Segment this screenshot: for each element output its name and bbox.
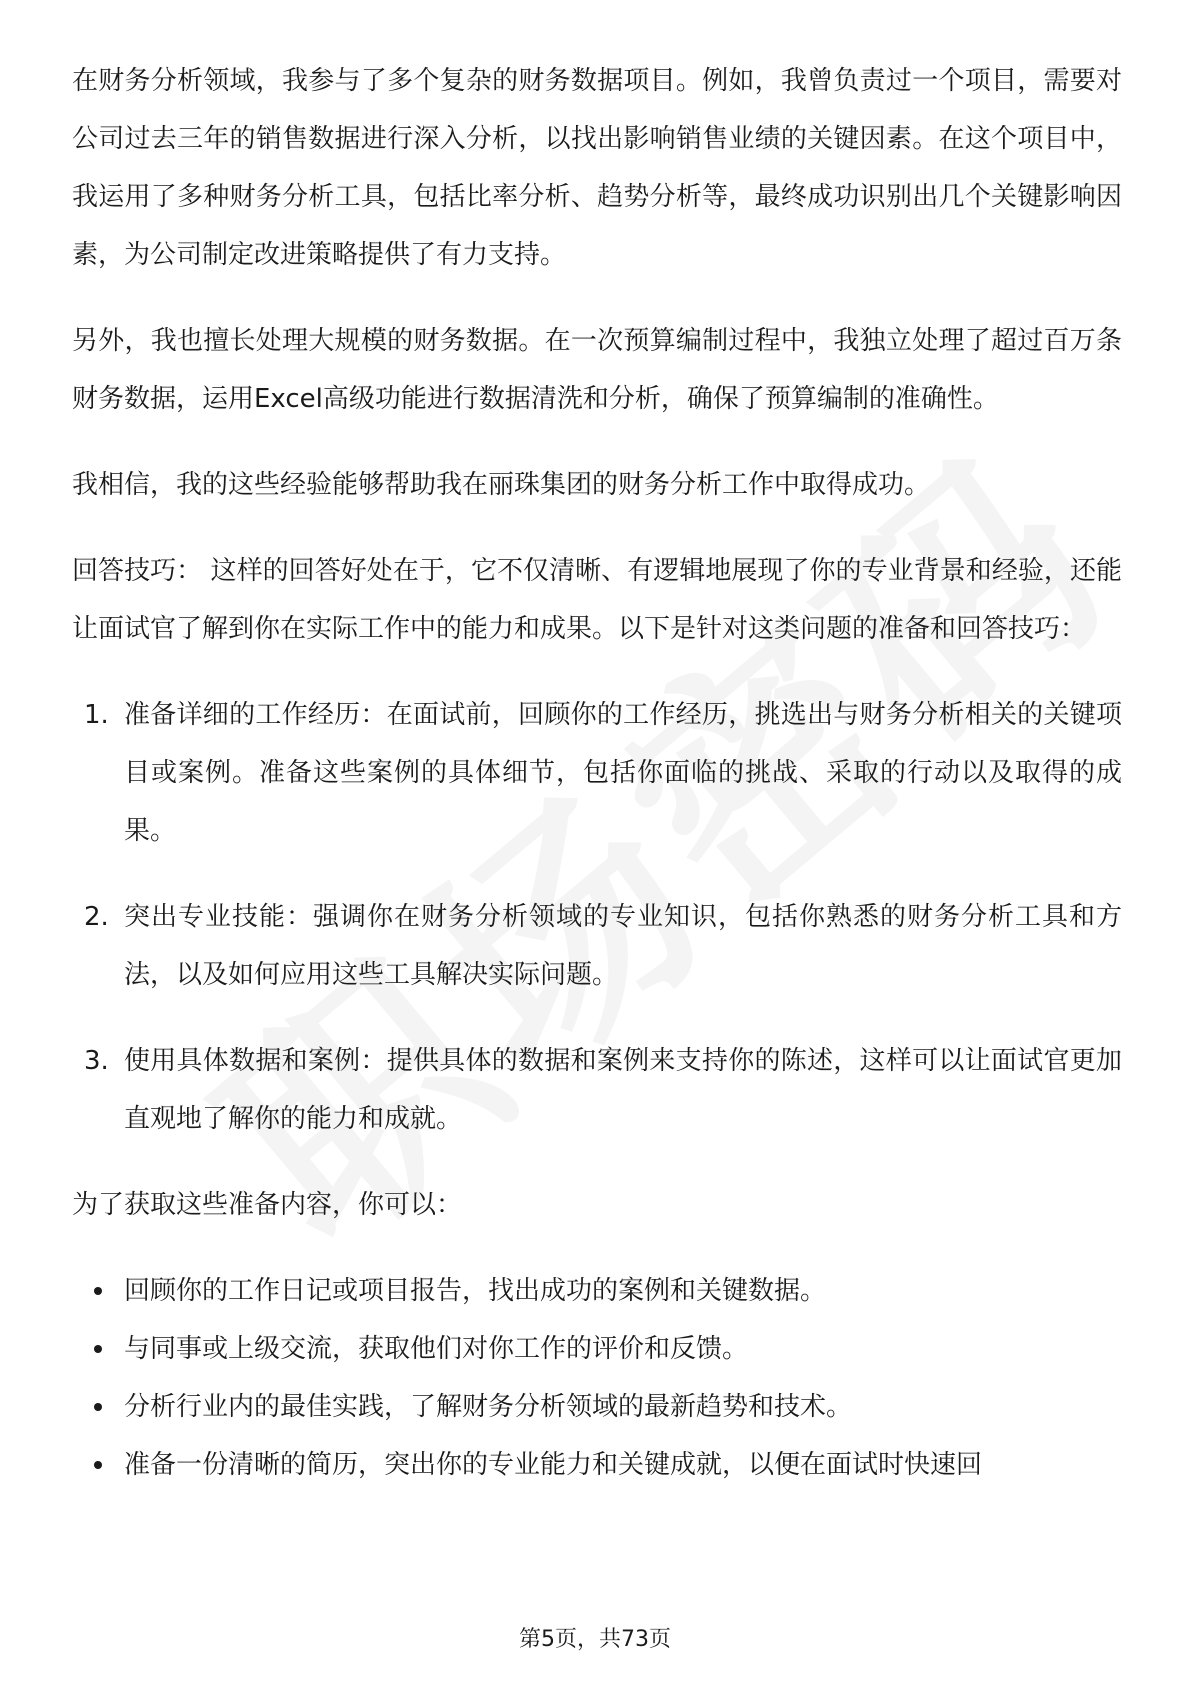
bullet-dot-icon — [94, 1287, 102, 1295]
list-item-text: 准备详细的工作经历：在面试前，回顾你的工作经历，挑选出与财务分析相关的关键项目或案例。准备这些案例的具体细节，包括你面临的挑战、采取的行动以及取得的成果。 — [124, 700, 1122, 846]
bullet-dot-icon — [94, 1345, 102, 1353]
paragraph-confidence: 我相信，我的这些经验能够帮助我在丽珠集团的财务分析工作中取得成功。 — [72, 470, 931, 500]
bullet-item — [124, 1378, 1122, 1436]
bullet-text: 准备一份清晰的简历，突出你的专业能力和关键成就，以便在面试时快速回 — [124, 1450, 983, 1480]
list-item — [84, 888, 1122, 1004]
list-item — [84, 686, 1122, 860]
list-number: 2. — [84, 902, 109, 932]
list-number: 1. — [84, 700, 109, 730]
paragraph-preparation: 为了获取这些准备内容，你可以： — [72, 1190, 463, 1220]
paragraph-experience: 在财务分析领域，我参与了多个复杂的财务数据项目。例如，我曾负责过一个项目，需要对公司过去三年的销售数据进行深入分析，以找出影响销售业绩的关键因素。在这个项目中，我运用了多种财务分析工具，包括比率分析、趋势分析等，最终成功识别出几个关键影响因素，为公司制定改进策略提供了有力支持。 — [72, 66, 1122, 270]
bullet-item — [124, 1320, 1122, 1378]
page-content — [72, 52, 1122, 1494]
list-number: 3. — [84, 1046, 109, 1076]
paragraph-answer-tips: 回答技巧： 这样的回答好处在于，它不仅清晰、有逻辑地展现了你的专业背景和经验，还能让面试官了解到你在实际工作中的能力和成果。以下是针对这类问题的准备和回答技巧： — [72, 556, 1122, 644]
bullet-dot-icon — [94, 1461, 102, 1469]
bullet-text: 回顾你的工作日记或项目报告，找出成功的案例和关键数据。 — [124, 1276, 827, 1306]
page-number: 第5页，共73页 — [519, 1627, 671, 1652]
preparation-list — [72, 1262, 1122, 1494]
bullet-text: 与同事或上级交流，获取他们对你工作的评价和反馈。 — [124, 1334, 749, 1364]
bullet-item — [124, 1262, 1122, 1320]
tips-list — [72, 686, 1122, 1148]
list-item — [84, 1032, 1122, 1148]
list-item-text: 突出专业技能：强调你在财务分析领域的专业知识，包括你熟悉的财务分析工具和方法，以及如何应用这些工具解决实际问题。 — [124, 902, 1122, 990]
paragraph-data-processing: 另外，我也擅长处理大规模的财务数据。在一次预算编制过程中，我独立处理了超过百万条财务数据，运用Excel高级功能进行数据清洗和分析，确保了预算编制的准确性。 — [72, 326, 1122, 414]
bullet-item — [124, 1436, 1122, 1494]
bullet-text: 分析行业内的最佳实践，了解财务分析领域的最新趋势和技术。 — [124, 1392, 853, 1422]
bullet-dot-icon — [94, 1403, 102, 1411]
list-item-text: 使用具体数据和案例：提供具体的数据和案例来支持你的陈述，这样可以让面试官更加直观地了解你的能力和成就。 — [124, 1046, 1122, 1134]
